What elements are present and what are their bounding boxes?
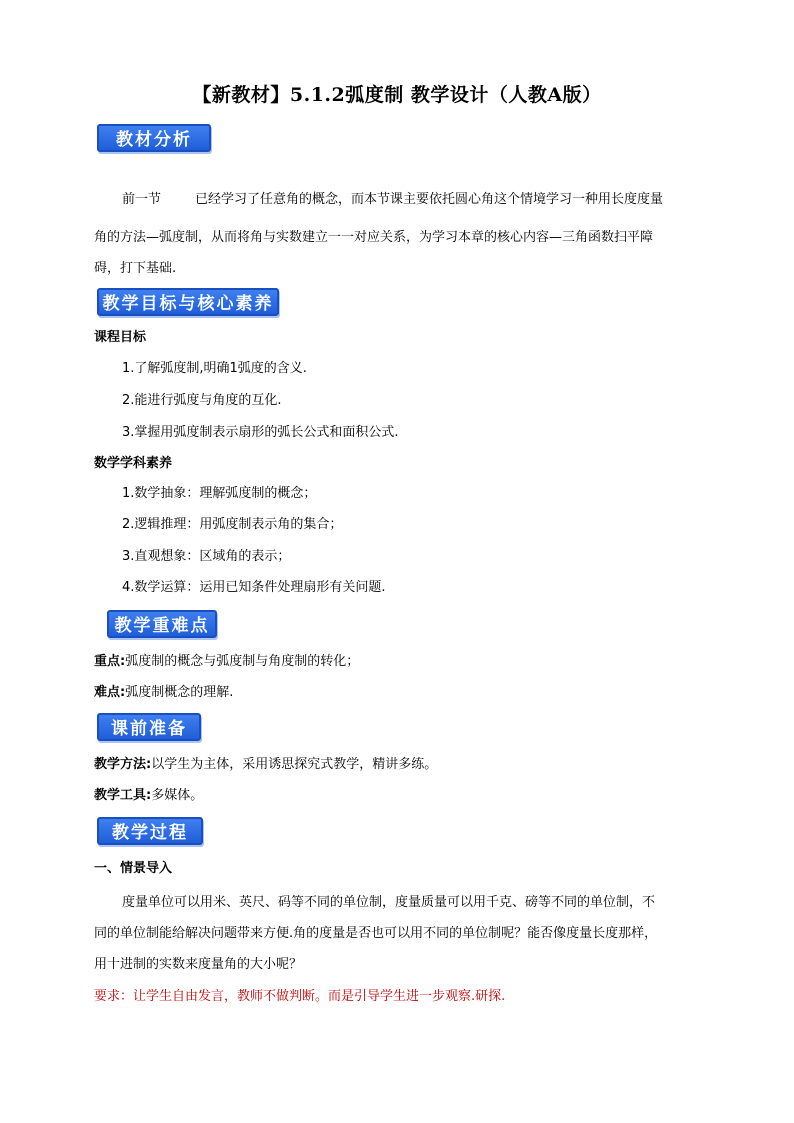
literacy-item: 1.数学抽象：理解弧度制的概念； (122, 486, 317, 501)
section-badge-difficulty: 教学重难点 (107, 610, 217, 638)
key-point-label: 重点: (94, 654, 126, 669)
teaching-method (94, 756, 437, 774)
key-point-text: 弧度制的概念与弧度制与角度制的转化； (125, 654, 360, 669)
difficult-point-text: 弧度制概念的理解. (125, 685, 234, 700)
section-badge-prep: 课前准备 (97, 713, 201, 741)
requirement-note: 要求：让学生自由发言，教师不做判断。而是引导学生进一步观察.研探. (94, 989, 506, 1004)
literacy-heading: 数学学科素养 (94, 456, 173, 471)
teaching-tool (94, 787, 203, 805)
key-point (94, 653, 359, 671)
teaching-tool-text: 多媒体。 (151, 788, 204, 803)
analysis-line-1-rest: 已经学习了任意角的概念，而本节课主要依托圆心角这个情境学习一种用长度度量 (195, 192, 664, 207)
analysis-line-1 (122, 188, 663, 207)
section-badge-analysis: 教材分析 (97, 124, 211, 152)
analysis-line-3: 碍，打下基础. (94, 261, 177, 276)
teaching-method-label: 教学方法: (94, 757, 152, 772)
course-goals-heading: 课程目标 (94, 330, 147, 345)
analysis-line-2: 角的方法—弧度制，从而将角与实数建立一一对应关系，为学习本章的核心内容—三角函数扫平障 (94, 230, 654, 245)
intro-line-2: 同的单位制能给解决问题带来方便.角的度量是否也可以用不同的单位制呢？能否像度量长度那样， (94, 926, 658, 941)
course-goal-item: 3.掌握用弧度制表示扇形的弧长公式和面积公式. (122, 425, 399, 440)
analysis-line-1-prefix: 前一节 (122, 192, 162, 207)
course-goal-item: 1.了解弧度制,明确1弧度的含义. (122, 361, 307, 376)
difficult-point-label: 难点: (94, 685, 126, 700)
intro-line-1: 度量单位可以用米、英尺、码等不同的单位制，度量质量可以用千克、磅等不同的单位制，不 (122, 895, 656, 910)
literacy-item: 4.数学运算：运用已知条件处理扇形有关问题. (122, 580, 386, 595)
difficult-point (94, 684, 233, 702)
teaching-method-text: 以学生为主体，采用诱思探究式教学，精讲多练。 (151, 757, 438, 772)
teaching-tool-label: 教学工具: (94, 788, 152, 803)
section-badge-goals: 教学目标与核心素养 (97, 288, 279, 316)
intro-line-3: 用十进制的实数来度量角的大小呢？ (94, 957, 303, 972)
step-1-heading: 一、情景导入 (94, 861, 173, 876)
section-badge-process: 教学过程 (97, 817, 203, 845)
literacy-item: 2.逻辑推理：用弧度制表示角的集合； (122, 517, 343, 532)
document-title: 【新教材】5.1.2弧度制 教学设计（人教A版） (192, 84, 602, 106)
course-goal-item: 2.能进行弧度与角度的互化. (122, 393, 282, 408)
literacy-item: 3.直观想象：区域角的表示； (122, 549, 291, 564)
